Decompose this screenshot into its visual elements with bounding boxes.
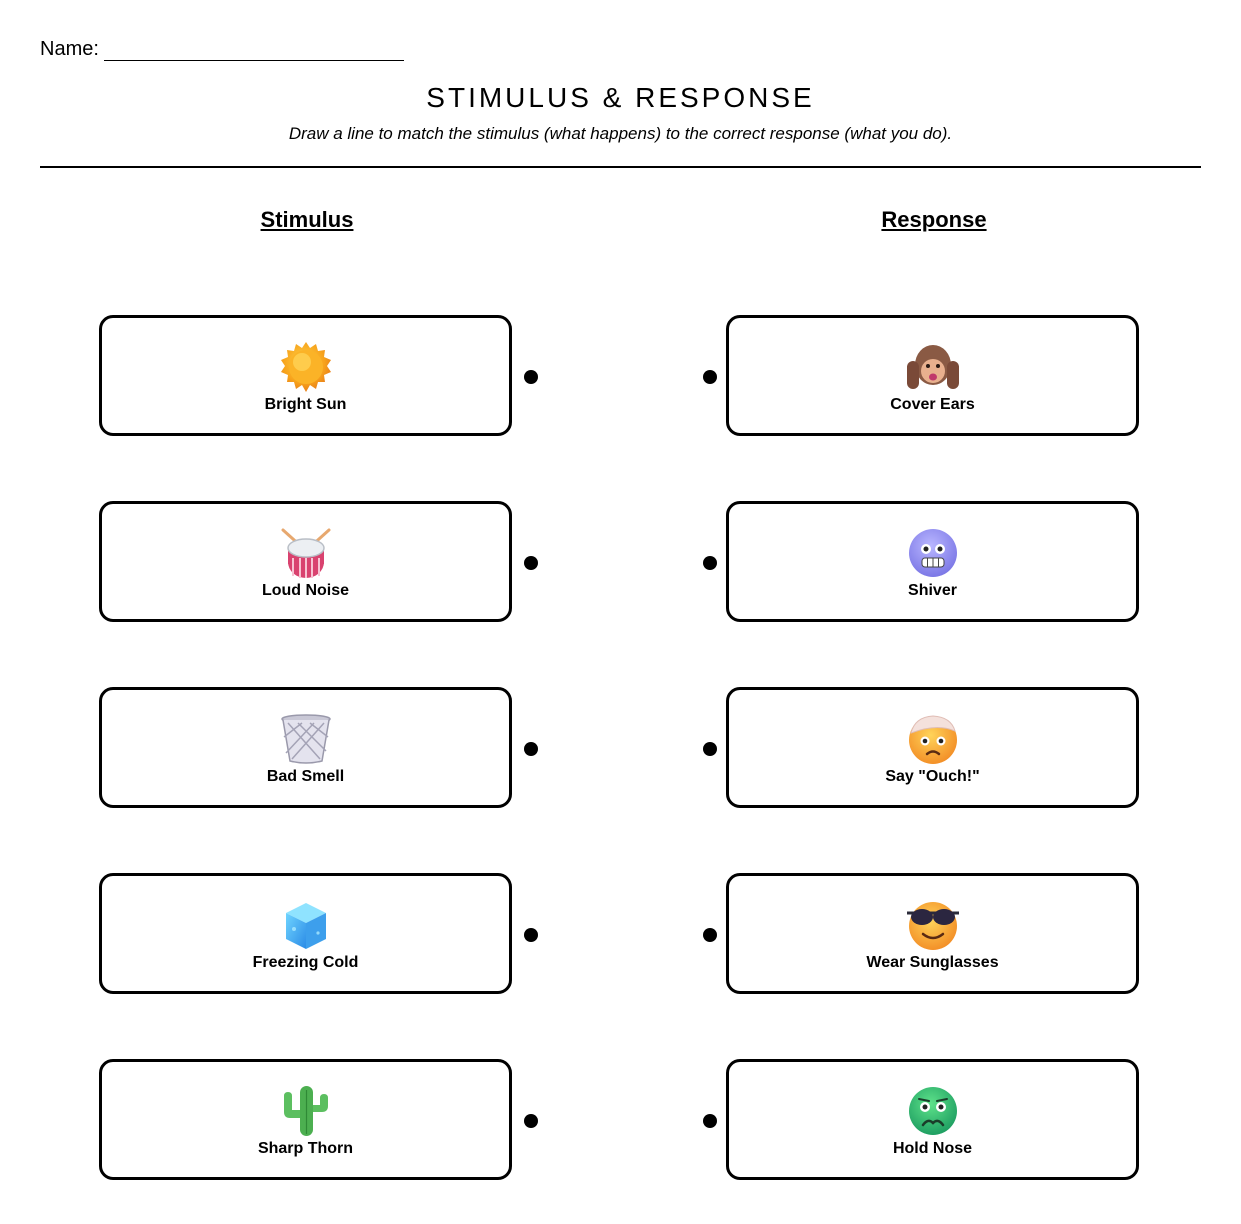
stimulus-card-bad-smell bbox=[99, 687, 512, 808]
cold-face-icon bbox=[729, 526, 1136, 580]
response-heading: Response bbox=[881, 207, 987, 232]
ice-cube-icon bbox=[102, 898, 509, 952]
stimulus-label: Freezing Cold bbox=[252, 954, 359, 971]
name-blank-line[interactable] bbox=[104, 42, 404, 61]
response-card-shiver bbox=[726, 501, 1139, 622]
response-dot-3[interactable] bbox=[703, 742, 717, 756]
response-label: Hold Nose bbox=[892, 1140, 973, 1157]
stimulus-dot-5[interactable] bbox=[524, 1114, 538, 1128]
bandaged-head-face-icon bbox=[729, 712, 1136, 766]
response-dot-2[interactable] bbox=[703, 556, 717, 570]
response-label: Say "Ouch!" bbox=[885, 768, 980, 785]
page-title: STIMULUS & RESPONSE bbox=[426, 82, 815, 113]
drum-icon bbox=[102, 526, 509, 580]
wastebasket-icon bbox=[102, 712, 509, 766]
response-card-hold-nose bbox=[726, 1059, 1139, 1180]
hear-no-evil-monkey-icon bbox=[729, 340, 1136, 394]
name-field[interactable] bbox=[40, 38, 404, 61]
stimulus-card-bright-sun bbox=[99, 315, 512, 436]
stimulus-label: Bright Sun bbox=[264, 396, 347, 413]
stimulus-card-sharp-thorn bbox=[99, 1059, 512, 1180]
response-dot-5[interactable] bbox=[703, 1114, 717, 1128]
cactus-icon bbox=[102, 1084, 509, 1138]
stimulus-card-loud-noise bbox=[99, 501, 512, 622]
response-card-wear-sunglasses bbox=[726, 873, 1139, 994]
response-label: Wear Sunglasses bbox=[866, 954, 999, 971]
nauseated-face-icon bbox=[729, 1084, 1136, 1138]
stimulus-card-freezing-cold bbox=[99, 873, 512, 994]
instructions: Draw a line to match the stimulus (what happens) to the correct response (what you do). bbox=[288, 124, 953, 143]
response-label: Cover Ears bbox=[890, 396, 975, 413]
response-label: Shiver bbox=[908, 582, 957, 599]
stimulus-dot-2[interactable] bbox=[524, 556, 538, 570]
header-divider bbox=[40, 166, 1201, 168]
stimulus-dot-3[interactable] bbox=[524, 742, 538, 756]
stimulus-label: Bad Smell bbox=[266, 768, 345, 785]
response-card-say-ouch bbox=[726, 687, 1139, 808]
name-label: Name: bbox=[40, 38, 99, 60]
stimulus-label: Loud Noise bbox=[261, 582, 350, 599]
stimulus-dot-4[interactable] bbox=[524, 928, 538, 942]
response-dot-1[interactable] bbox=[703, 370, 717, 384]
stimulus-label: Sharp Thorn bbox=[257, 1140, 354, 1157]
stimulus-dot-1[interactable] bbox=[524, 370, 538, 384]
response-card-cover-ears bbox=[726, 315, 1139, 436]
sun-icon bbox=[102, 340, 509, 394]
sunglasses-face-icon bbox=[729, 898, 1136, 952]
response-dot-4[interactable] bbox=[703, 928, 717, 942]
stimulus-heading: Stimulus bbox=[260, 207, 354, 232]
